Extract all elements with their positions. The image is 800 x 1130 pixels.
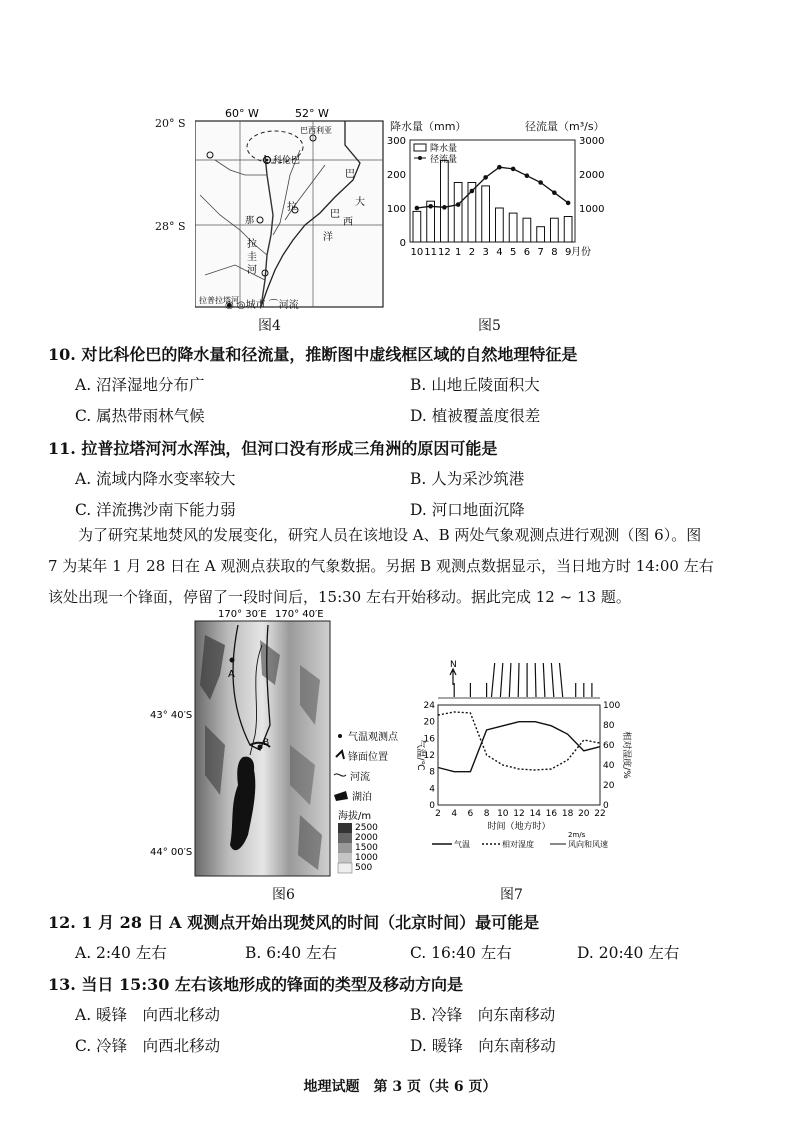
fig5-runoff-line (417, 167, 568, 208)
q13-option-d[interactable]: D. 暖锋 向东南移动 (410, 1037, 556, 1055)
svg-text:500: 500 (355, 863, 373, 873)
svg-text:1000: 1000 (355, 853, 378, 863)
fig7-left-tick: 12 (423, 751, 435, 761)
fig7-x-tick: 20 (578, 809, 590, 819)
q13-stem: 13. 当日 15:30 左右该地形成的锋面的类型及移动方向是 (48, 975, 463, 994)
fig6-lon-label: 170° 30′E (218, 609, 267, 620)
fig5-runoff-point (415, 206, 420, 211)
fig5-left-tick: 300 (386, 136, 406, 147)
fig5-chart (385, 132, 620, 262)
svg-text:那: 那 (245, 216, 255, 226)
label-b: B (263, 738, 270, 748)
fig5-x-tick: 9 (564, 247, 572, 258)
fig5-precip-bar (523, 218, 531, 242)
q12-option-c[interactable]: C. 16:40 左右 (410, 944, 512, 962)
fig5-runoff-point (525, 173, 530, 178)
fig4-lat-label: 20° S (155, 117, 186, 130)
svg-text:河: 河 (247, 265, 257, 276)
fig5-runoff-point (552, 190, 557, 195)
fig7-x-tick: 12 (513, 809, 525, 819)
q10-option-a[interactable]: A. 沼泽湿地分布广 (75, 376, 205, 394)
svg-text:圭: 圭 (247, 252, 257, 263)
label-la-plata: 拉普拉塔河 (199, 296, 239, 305)
fig5-x-tick: 7 (537, 247, 544, 258)
fig7-right-tick: 0 (603, 801, 609, 811)
fig5-x-tick: 8 (551, 247, 558, 258)
fig7-legend-wind: 风向和风速 (568, 840, 608, 849)
fig6-map (150, 605, 420, 880)
fig5-x-tick: 12 (438, 247, 451, 258)
svg-text:2500: 2500 (355, 823, 378, 833)
page-footer: 地理试题 第 3 页（共 6 页） (303, 1079, 497, 1095)
fig5-legend-precip: 降水量 (430, 144, 458, 154)
fig7-x-tick: 10 (497, 809, 509, 819)
fig5-runoff-point (470, 189, 475, 194)
q12-option-d[interactable]: D. 20:40 左右 (577, 944, 680, 962)
fig7-x-tick: 22 (594, 809, 606, 819)
north-arrow-icon (450, 669, 456, 685)
fig5-runoff-point (428, 204, 433, 209)
fig7-right-tick: 60 (603, 741, 615, 751)
q10-option-d[interactable]: D. 植被覆盖度很差 (410, 407, 541, 425)
label-a: A (228, 669, 235, 680)
fig5-x-tick: 6 (523, 247, 531, 258)
fig7-x-tick: 2 (435, 809, 441, 819)
fig7-left-tick: 8 (429, 767, 435, 778)
svg-text:洋: 洋 (323, 232, 333, 243)
q13-option-b[interactable]: B. 冷锋 向东南移动 (410, 1006, 556, 1024)
fig5-precip-bar (441, 160, 449, 242)
wind-arrow-icon (518, 663, 519, 697)
fig5-right-tick: 2000 (579, 170, 605, 181)
svg-text:西: 西 (343, 217, 353, 228)
fig5-runoff-point (456, 202, 461, 207)
station-b (258, 745, 263, 750)
fig5-precip-bar (564, 217, 572, 243)
svg-text:1500: 1500 (355, 843, 378, 853)
fig5-x-tick: 1 (454, 247, 462, 258)
fig7-caption: 图7 (500, 887, 523, 903)
fig7-left-tick: 0 (429, 801, 435, 811)
fig5-runoff-point (442, 205, 447, 210)
fig7-left-tick: 20 (423, 717, 435, 728)
q12-stem: 12. 1 月 28 日 A 观测点开始出现焚风的时间（北京时间）最可能是 (48, 913, 540, 932)
fig7-left-tick: 24 (423, 701, 435, 711)
fig5-right-tick: 1000 (579, 204, 605, 215)
fig5-precip-bar (454, 183, 462, 243)
fig7-right-tick: 20 (603, 781, 615, 791)
fig5-legend-bar (414, 144, 426, 151)
q11-option-a[interactable]: A. 流域内降水变率较大 (75, 470, 236, 488)
fig5-runoff-point (497, 165, 502, 170)
fig5-precip-bar (537, 227, 545, 242)
fig5-month-unit: 月份 (571, 247, 591, 258)
wind-arrow-icon (551, 663, 553, 697)
fig5-runoff-point (511, 167, 516, 172)
svg-text:2000: 2000 (355, 833, 378, 843)
fig5-x-tick: 11 (424, 247, 437, 258)
elev-title: 海拔/m (338, 811, 372, 822)
fig5-precip-bar (413, 211, 421, 242)
q12-option-a[interactable]: A. 2:40 左右 (75, 944, 167, 962)
fig5-legend-dot (418, 156, 422, 160)
wind-arrow-icon (560, 663, 563, 697)
svg-text:大: 大 (355, 197, 365, 208)
fig5-left-axis-title: 降水量（mm） (390, 120, 467, 133)
fig7-legend-temp: 气温 (454, 840, 470, 849)
fig4-caption: 图4 (258, 318, 281, 334)
wind-arrow-icon (500, 663, 502, 697)
fig5-left-tick: 0 (399, 238, 406, 249)
fig5-right-tick: 3000 (579, 136, 605, 147)
fig7-temp-line (438, 722, 600, 772)
q11-option-d[interactable]: D. 河口地面沉降 (410, 501, 525, 519)
fig5-runoff-point (483, 175, 488, 180)
fig7-rh-line (438, 712, 600, 770)
fig5-precip-bar (509, 213, 517, 242)
fig5-x-tick: 5 (509, 247, 517, 258)
fig4-lat-label: 28° S (155, 220, 186, 233)
fig7-x-tick: 6 (467, 809, 474, 819)
fig5-left-tick: 200 (386, 170, 406, 181)
legend-station: 气温观测点 (348, 732, 398, 743)
fig5-left-tick: 100 (386, 204, 406, 215)
fig5-x-tick: 3 (482, 247, 489, 258)
fig4-lon-label: 60° W (225, 107, 259, 120)
legend-front: 锋面位置 (348, 752, 388, 763)
fig7-right-axis-title: 相对湿度/% (621, 731, 631, 779)
legend-river: 河流 (350, 772, 370, 783)
fig5-caption: 图5 (478, 318, 501, 334)
q11-option-c[interactable]: C. 洋流携沙南下能力弱 (75, 501, 236, 519)
fig7-x-tick: 18 (561, 809, 574, 819)
fig4-map (195, 105, 415, 310)
station-a (230, 658, 235, 663)
fig5-legend-runoff: 径流量 (430, 155, 458, 165)
svg-text:巴: 巴 (345, 169, 355, 180)
svg-text:拉: 拉 (247, 239, 257, 250)
fig5-precip-bar (551, 218, 559, 242)
q11-option-b[interactable]: B. 人为采沙筑港 (410, 470, 525, 488)
fig7-x-axis-title: 时间（地方时） (487, 822, 551, 832)
label-brasilia: 巴西利亚 (300, 126, 332, 135)
q10-stem: 10. 对比科伦巴的降水量和径流量，推断图中虚线框区域的自然地理特征是 (48, 345, 578, 364)
fig7-legend-rh: 相对湿度 (502, 840, 534, 849)
svg-text:拉: 拉 (287, 202, 297, 213)
wind-arrow-icon (535, 663, 536, 697)
fig7-left-axis-title: 气温/℃ (415, 739, 425, 771)
fig5-x-tick: 10 (410, 247, 424, 258)
fig5-x-tick: 4 (496, 247, 503, 258)
fig5-runoff-point (538, 180, 543, 185)
q12-option-b[interactable]: B. 6:40 左右 (245, 944, 337, 962)
fig6-lat-label: 44° 00′S (150, 847, 193, 858)
wind-arrow-icon (543, 663, 545, 697)
fig4-lon-label: 52° W (295, 107, 329, 120)
svg-text:巴: 巴 (330, 209, 340, 220)
q11-stem: 11. 拉普拉塔河河水浑浊，但河口没有形成三角洲的原因可能是 (48, 439, 498, 458)
fig7-plot-frame (438, 705, 600, 805)
wind-arrow-icon (509, 663, 511, 697)
fig7-right-tick: 80 (603, 721, 615, 731)
fig7-wind-scale: 2m/s (568, 831, 586, 839)
q10-option-b[interactable]: B. 山地丘陵面积大 (410, 376, 540, 394)
label-corumba: 科伦巴 (273, 156, 301, 166)
fig6-lon-label: 170° 40′E (275, 609, 324, 620)
fig7-left-tick: 16 (423, 734, 435, 745)
fig7-right-tick: 100 (603, 701, 621, 711)
fig5-precip-bar (496, 208, 504, 242)
fig7-x-tick: 14 (529, 809, 541, 819)
q13-option-c[interactable]: C. 冷锋 向西北移动 (75, 1037, 221, 1055)
fig6-caption: 图6 (272, 887, 295, 903)
fig5-runoff-point (566, 201, 571, 206)
fig5-right-axis-title: 径流量（m³/s） (525, 120, 605, 133)
fig7-left-tick: 4 (429, 784, 435, 795)
legend-lake: 湖泊 (352, 792, 372, 803)
fig7-right-tick: 40 (603, 761, 615, 771)
wind-arrow-icon (492, 663, 495, 697)
fig7-x-tick: 16 (545, 809, 558, 819)
fig5-x-tick: 2 (468, 247, 476, 258)
q10-option-c[interactable]: C. 属热带雨林气候 (75, 407, 205, 425)
fig7-x-tick: 8 (483, 809, 490, 819)
fig5-precip-bar (482, 186, 490, 242)
passage: 为了研究某地焚风的发展变化，研究人员在该地设 A、B 两处气象观测点进行观测（图 6）。图 7 为某年 1 月 28 日在 A 观测点获取的气象数据。另据 B 观测点数据显示，当日地方时 14:00 左右 该处出现一个锋面，停留了一段时间后，15:30 左右开始移动。据此完成 12 ~ 13 题。 (48, 526, 714, 606)
q13-option-a[interactable]: A. 暖锋 向西北移动 (75, 1006, 221, 1024)
fig7-x-tick: 4 (451, 809, 458, 819)
fig7-chart (410, 655, 655, 880)
fig6-lat-label: 43° 40′S (150, 710, 193, 721)
fig4-legend: ◉ ◎城市 ⌒河流 (225, 300, 299, 311)
fig7-north: N (450, 660, 457, 670)
